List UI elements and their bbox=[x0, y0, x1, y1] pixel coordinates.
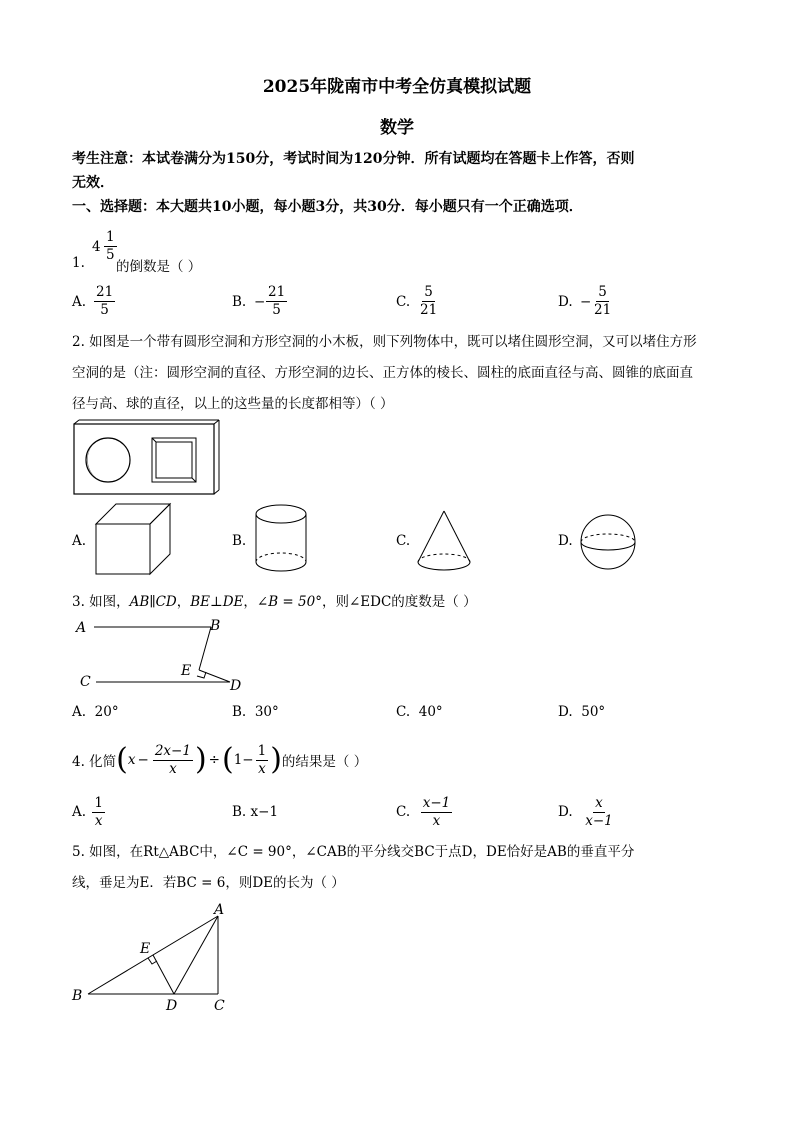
point-b-label: B bbox=[210, 618, 221, 634]
parallel-lines-figure bbox=[70, 612, 260, 694]
right-triangle-figure bbox=[68, 898, 243, 1016]
q1-fraction: $\frac{1}{5}$ bbox=[106, 229, 115, 263]
q3-option-c[interactable]: C. 40° bbox=[396, 704, 443, 720]
point-e-label: E bbox=[181, 663, 192, 679]
notice-line-2: 无效． bbox=[72, 175, 114, 191]
q4-stem: 4. 化简 ( x − $\frac{2x-1}{x}$ ) ÷ ( 1− $\frac{1}{x}$ ) 的结果是（ ） bbox=[72, 742, 368, 777]
q1-number: 1. bbox=[72, 255, 85, 271]
cone-icon bbox=[414, 508, 474, 572]
q5-line-2: 线，垂足为E．若BC = 6，则DE的长为（ ） bbox=[72, 875, 345, 891]
q5-line-1: 5. 如图，在Rt△ABC中，∠C = 90°，∠CAB的平分线交BC于点D，DE恰好是AB的垂直平分 bbox=[72, 844, 635, 860]
notice-line-1: 考生注意：本试卷满分为150分，考试时间为120分钟．所有试题均在答题卡上作答，否则 bbox=[72, 151, 635, 167]
q1-stem: 的倒数是（ ） bbox=[116, 259, 202, 275]
tri-c-label: C bbox=[214, 998, 225, 1014]
q2-line-3: 径与高、球的直径，以上的这些量的长度都相等）（ ） bbox=[72, 396, 394, 412]
wooden-board-figure bbox=[70, 418, 225, 498]
tri-e-label: E bbox=[140, 941, 151, 957]
subject-title: 数学 bbox=[380, 118, 414, 138]
q4-option-b[interactable]: B. x−1 bbox=[232, 804, 279, 820]
round-hole bbox=[86, 438, 130, 482]
q4-option-a[interactable]: A. $\frac{1}{x}$ bbox=[72, 794, 103, 829]
square-hole bbox=[152, 438, 196, 482]
point-c-label: C bbox=[80, 674, 91, 690]
cube-icon bbox=[92, 502, 174, 576]
tri-b-label: B bbox=[72, 988, 83, 1004]
tri-a-label: A bbox=[214, 902, 225, 918]
q4-option-d[interactable]: D. $\frac{x}{x-1}$ bbox=[558, 794, 613, 829]
q2-option-b[interactable]: B. bbox=[232, 533, 247, 549]
q2-option-c[interactable]: C. bbox=[396, 533, 411, 549]
q1-whole: 4 bbox=[92, 239, 101, 255]
q3-option-a[interactable]: A. 20° bbox=[72, 704, 119, 720]
q4-option-c[interactable]: C. $\frac{x-1}{x}$ bbox=[396, 794, 451, 829]
q2-line-1: 2. 如图是一个带有圆形空洞和方形空洞的小木板，则下列物体中，既可以堵住圆形空洞，又可以堵住方形 bbox=[72, 334, 697, 350]
page-title: 2025年陇南市中考全仿真模拟试题 bbox=[262, 77, 532, 97]
q3-stem: 3. 如图，AB∥CD，BE⊥DE，∠B = 50°，则∠EDC的度数是（ ） bbox=[72, 594, 477, 610]
q2-line-2: 空洞的是（注：圆形空洞的直径、方形空洞的边长、正方体的棱长、圆柱的底面直径与高、圆锥的底面直 bbox=[72, 365, 693, 381]
q2-option-d[interactable]: D. bbox=[558, 533, 573, 549]
q2-option-a[interactable]: A. bbox=[72, 533, 87, 549]
cylinder-icon bbox=[253, 502, 309, 574]
point-a-label: A bbox=[76, 620, 87, 636]
point-d-label: D bbox=[230, 678, 242, 694]
tri-d-label: D bbox=[166, 998, 178, 1014]
q3-option-d[interactable]: D. 50° bbox=[558, 704, 606, 720]
sphere-icon bbox=[578, 512, 638, 572]
q3-option-b[interactable]: B. 30° bbox=[232, 704, 279, 720]
section-heading: 一、选择题：本大题共10小题，每小题3分，共30分．每小题只有一个正确选项． bbox=[72, 199, 583, 215]
